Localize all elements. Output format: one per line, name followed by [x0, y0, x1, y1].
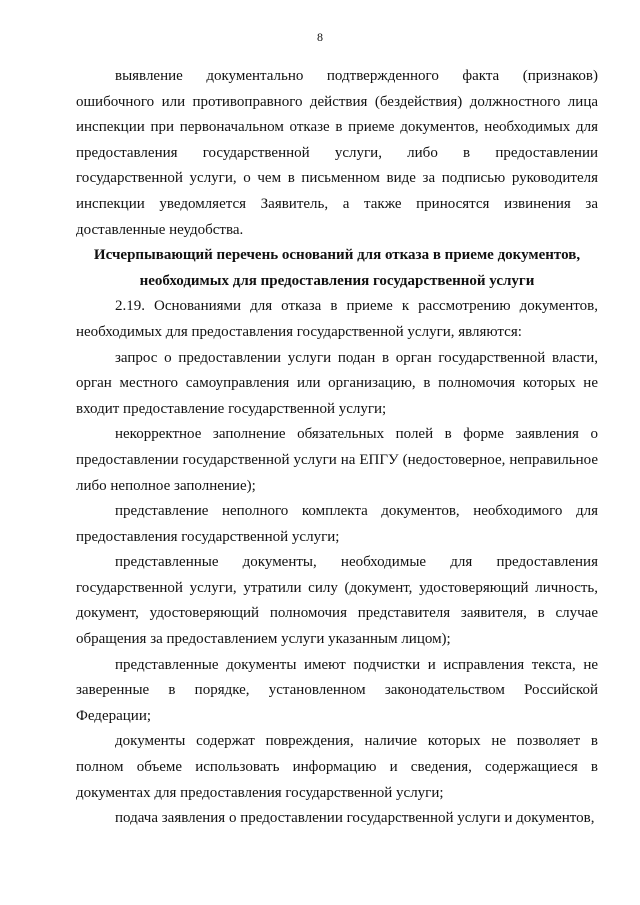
refusal-ground-corrections: представленные документы имеют подчистки и исправления текста, не заверенные в порядке, установленном законодательством Российской Федерации; — [76, 656, 598, 724]
section-heading-line-1: Исчерпывающий перечень оснований для отказа в приеме документов, — [93, 247, 581, 264]
refusal-ground-application-submission: подача заявления о предоставлении государственной услуги и документов, — [115, 810, 595, 827]
section-heading-line-2: необходимых для предоставления государственной услуги — [139, 272, 535, 289]
refusal-ground-incorrect-form: некорректное заполнение обязательных полей в форме заявления о предоставлении государственной услуги на ЕПГУ (недостоверное, неправильное либо неполное заполнение); — [76, 426, 598, 494]
clause-2-19-intro: 2.19. Основаниями для отказа в приеме к рассмотрению документов, необходимых для предоставления государственной услуги, являются: — [76, 298, 598, 340]
refusal-ground-incomplete-set: представление неполного комплекта документов, необходимого для предоставления государственной услуги; — [76, 503, 598, 545]
paragraph-finding-error: выявление документально подтвержденного факта (признаков) ошибочного или противоправного действия (бездействия) должностного лица инспекции при первоначальном отказе в приеме документов, необходимых для предоставления государственной услуги, либо в предоставлении государственной услуги, о чем в письменном виде за подписью руководителя инспекции уведомляется Заявитель, а также приносятся извинения за доставленные неудобства. — [76, 68, 598, 238]
refusal-ground-wrong-authority: запрос о предоставлении услуги подан в орган государственной власти, орган местного самоуправления или организацию, в полномочия которых не входит предоставление государственной услуги; — [76, 349, 598, 417]
document-body — [76, 64, 598, 832]
refusal-ground-expired-documents: представленные документы, необходимые для предоставления государственной услуги, утратили силу (документ, удостоверяющий личность, документ, удостоверяющий полномочия представителя заявителя, в случае обращения за предоставлением услуги указанным лицом); — [76, 554, 598, 648]
page-number: 8 — [317, 30, 323, 44]
refusal-ground-damaged-documents: документы содержат повреждения, наличие которых не позволяет в полном объеме использовать информацию и сведения, содержащиеся в документах для предоставления государственной услуги; — [76, 733, 598, 801]
